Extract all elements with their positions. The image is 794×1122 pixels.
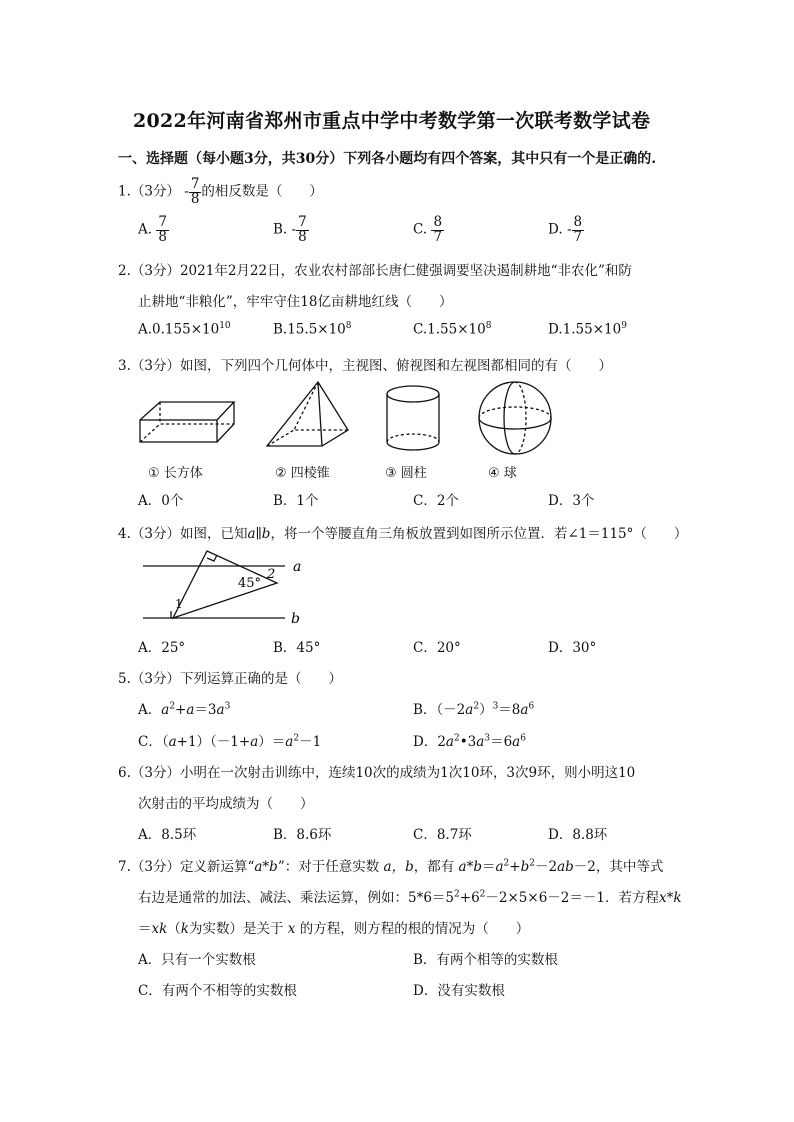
label-2: 2 xyxy=(267,567,276,582)
q1-option-c[interactable]: C. $\frac{8}{7}$ xyxy=(413,214,443,245)
caption-sphere: ④ 球 xyxy=(488,466,517,481)
q7-option-a[interactable]: A．只有一个实数根 xyxy=(138,952,256,968)
question-7-line2: 右边是通常的加法、减法、乘法运算，例如：$5*6=5^2+6^2-2\times 5\times 6-2=-1$．若方程x*k xyxy=(138,889,682,906)
q3-option-d[interactable]: D．3个 xyxy=(548,493,595,509)
question-7-line1: 7.（3分）定义新运算“a*b”：对于任意实数 a，b，都有 $a*b=a^2+b^2-2ab-2$，其中等式 xyxy=(118,858,664,875)
cylinder-icon xyxy=(387,386,439,450)
q3-option-a[interactable]: A．0个 xyxy=(138,493,184,509)
q6-option-c[interactable]: C．8.7环 xyxy=(413,827,472,843)
label-1: 1 xyxy=(175,597,183,611)
q1-option-a[interactable]: A. $\frac{7}{8}$ xyxy=(138,214,167,245)
q5-option-b[interactable]: B．$(-2a^2)^3=8a^6$ xyxy=(413,701,535,718)
question-6-line2: 次射击的平均成绩为（ ） xyxy=(138,796,314,812)
question-2-line2: 止耕地“非粮化”，牢牢守住18亿亩耕地红线（ ） xyxy=(138,294,453,310)
q4-option-b[interactable]: B．45° xyxy=(273,640,321,656)
q5-option-d[interactable]: D．$2a^2•3a^3=6a^6$ xyxy=(413,733,526,750)
q3-option-c[interactable]: C．2个 xyxy=(413,493,459,509)
q1-option-b[interactable]: B. - $\frac{7}{8}$ xyxy=(273,214,307,245)
triangle-figure xyxy=(135,545,315,627)
fraction: $\frac{7}{8}$ xyxy=(190,176,200,207)
caption-cylinder: ③ 圆柱 xyxy=(385,466,427,481)
caption-pyramid: ② 四棱锥 xyxy=(275,466,330,481)
question-3-stem: 3.（3分）如图，下列四个几何体中，主视图、俯视图和左视图都相同的有（ ） xyxy=(118,358,612,374)
q3-option-b[interactable]: B．1个 xyxy=(273,493,319,509)
q2-option-d[interactable]: $D.1.55\times 10^9$ xyxy=(548,321,627,338)
cuboid-icon xyxy=(140,402,234,442)
q6-option-b[interactable]: B．8.6环 xyxy=(273,827,332,843)
question-4-stem: 4.（3分）如图，已知a∥b，将一个等腰直角三角板放置到如图所示位置．若∠1＝115°（ ） xyxy=(118,526,688,542)
page-title: 2022年河南省郑州市重点中学中考数学第一次联考数学试卷 xyxy=(133,110,651,132)
question-5-stem: 5.（3分）下列运算正确的是（ ） xyxy=(118,671,342,687)
q2-option-b[interactable]: $B.15.5\times 10^8$ xyxy=(273,321,352,338)
q6-option-d[interactable]: D．8.8环 xyxy=(548,827,608,843)
q1-option-d[interactable]: D. - $\frac{8}{7}$ xyxy=(548,214,583,245)
q6-option-a[interactable]: A．8.5环 xyxy=(138,827,197,843)
q4-option-c[interactable]: C．20° xyxy=(413,640,461,656)
question-1-stem: 1.（3分） - $\frac{7}{8}$ 的相反数是（ ） xyxy=(118,176,323,207)
question-7-line3: ＝xk（k为实数）是关于 x 的方程，则方程的根的情况为（ ） xyxy=(138,921,530,937)
pyramid-icon xyxy=(267,382,348,446)
question-2-line1: 2.（3分）2021年2月22日，农业农村部部长唐仁健强调要坚决遏制耕地“非农化”和防 xyxy=(118,263,632,279)
q2-option-c[interactable]: $C.1.55\times 10^8$ xyxy=(413,321,492,338)
q7-option-d[interactable]: D．没有实数根 xyxy=(413,983,505,999)
label-b: b xyxy=(291,611,300,627)
q5-option-c[interactable]: C．$(a+1)(-1+a)=a^2-1$ xyxy=(138,733,322,750)
question-6-line1: 6.（3分）小明在一次射击训练中，连续10次的成绩为1次10环，3次9环，则小明这10 xyxy=(118,765,636,781)
caption-cuboid: ① 长方体 xyxy=(148,466,203,481)
q5-option-a[interactable]: A．$a^2+a=3a^3$ xyxy=(138,701,231,718)
sphere-icon xyxy=(479,382,551,454)
label-45: 45° xyxy=(238,576,262,591)
q7-option-b[interactable]: B．有两个相等的实数根 xyxy=(413,952,558,968)
set-square xyxy=(173,551,277,618)
q4-option-d[interactable]: D．30° xyxy=(548,640,597,656)
q7-option-c[interactable]: C．有两个不相等的实数根 xyxy=(138,983,297,999)
label-a: a xyxy=(293,559,302,575)
q4-option-a[interactable]: A．25° xyxy=(138,640,186,656)
q2-option-a[interactable]: $A.0.155\times 10^{10}$ xyxy=(138,321,231,338)
section-heading: 一、选择题（每小题3分，共30分）下列各小题均有四个答案，其中只有一个是正确的. xyxy=(118,151,657,167)
